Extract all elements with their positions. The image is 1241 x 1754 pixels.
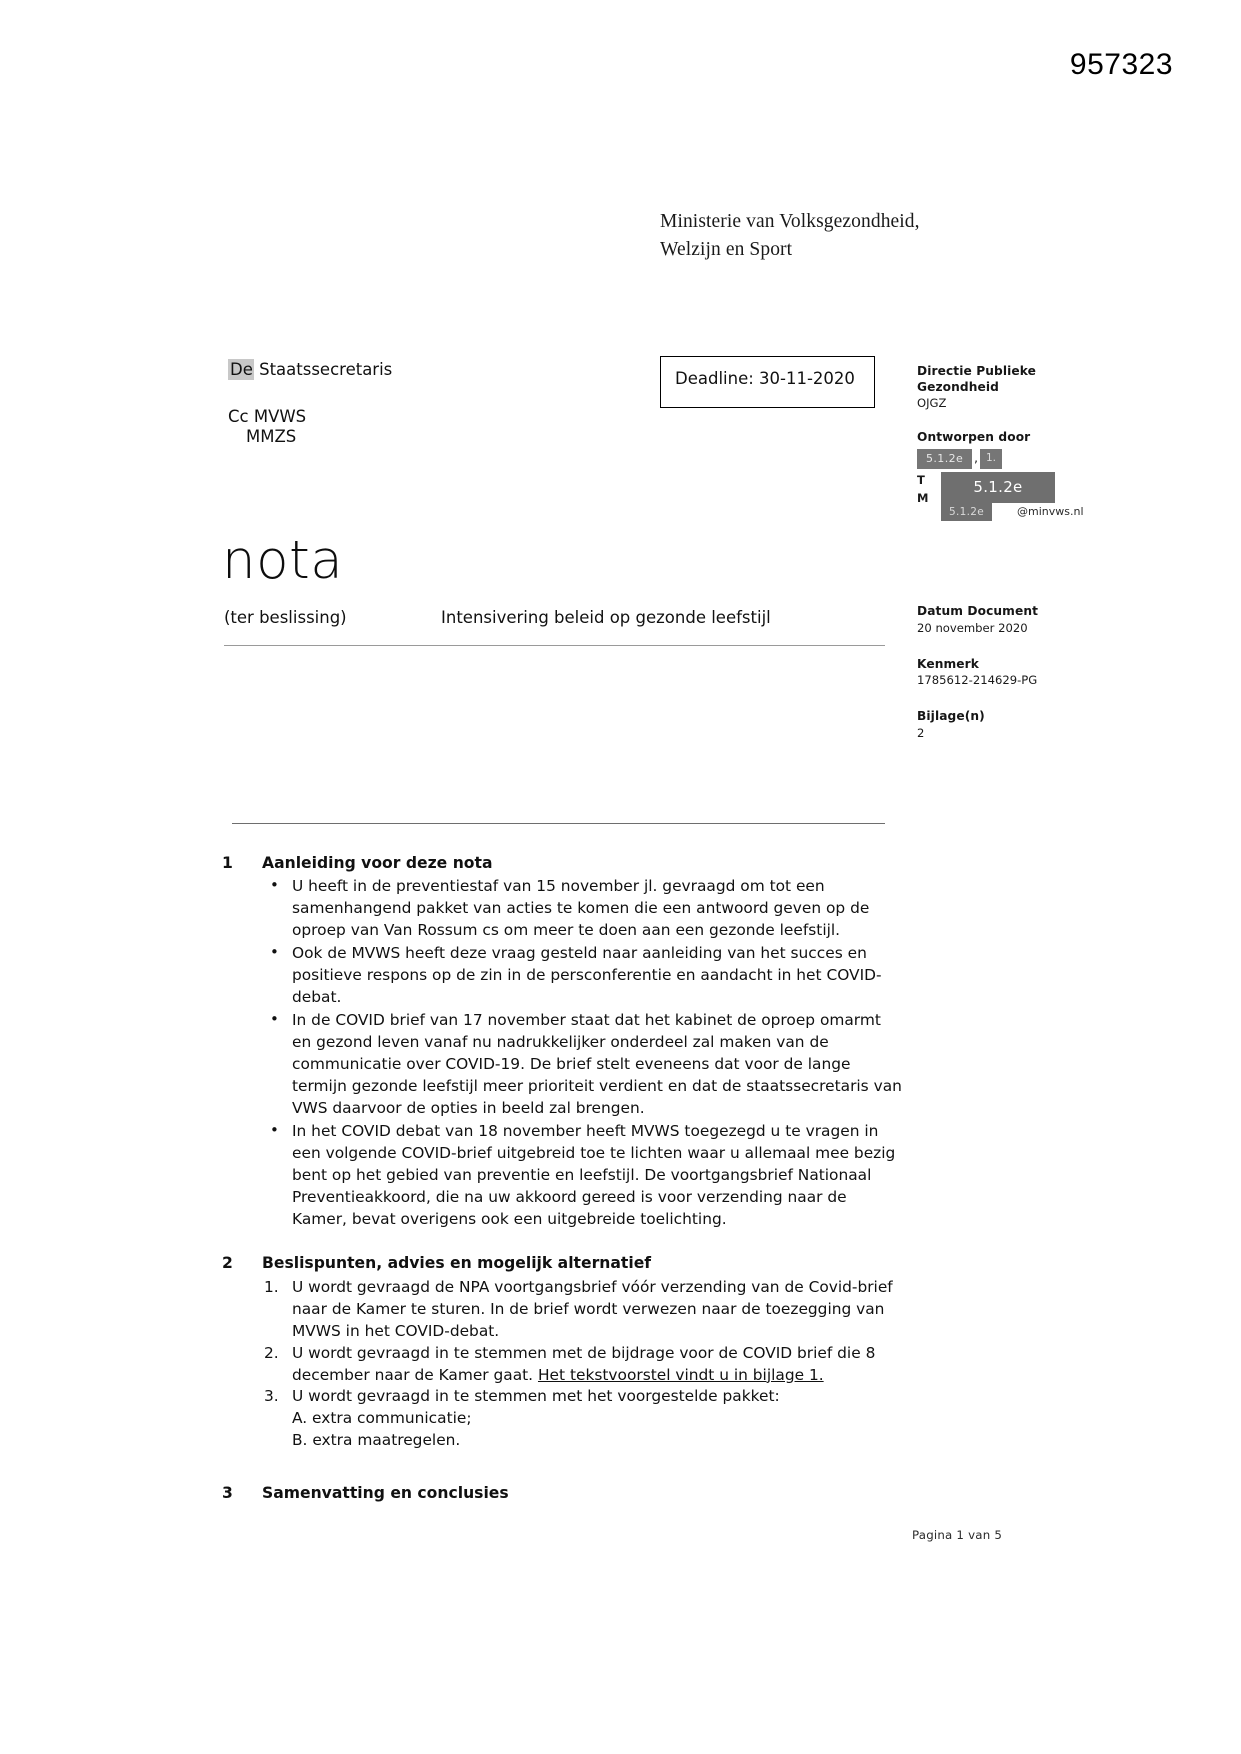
ministry-line-1: Ministerie van Volksgezondheid, [660,211,920,232]
section-number-2: 2 [222,1254,233,1273]
redaction-chip-ontworpen-1: 5.1.2e [917,449,972,469]
section-heading-1 [222,852,902,874]
document-type-label: (ter beslissing) [224,608,347,627]
deadline-text: Deadline: 30-11-2020 [675,369,855,388]
list-item: • Ook de MVWS heeft deze vraag gesteld naar aanleiding van het succes en positieve respons op de zin in de persconferentie en aandacht in het COVID-debat. [262,943,902,1009]
datum-value: 20 november 2020 [917,620,1028,635]
contact-key-mobile: M [917,490,929,505]
list-item [262,1343,902,1387]
ministry-header [660,208,920,263]
metadata-sidebar-lower [917,604,1127,741]
document-subject: Intensivering beleid op gezonde leefstijl [441,608,771,627]
document-body [222,852,902,1507]
decision-item-3-subitems [292,1408,902,1452]
section-title-2: Beslispunten, advies en mogelijk alternatief [262,1254,652,1273]
redaction-chip-ontworpen-2: 1. [980,449,1002,469]
cc-line-1: Cc MVWS [228,406,307,426]
page-identifier: 957323 [1069,48,1173,81]
directie-value: OJGZ [917,396,947,411]
content-divider [232,823,885,824]
kenmerk-label: Kenmerk [917,656,979,671]
section-number-1: 1 [222,854,233,872]
document-title: nota [222,530,344,591]
deadline-box [660,356,875,408]
subtitle-divider [224,645,885,646]
kenmerk-value: 1785612-214629-PG [917,673,1038,688]
redaction-chip-phone: 5.1.2e [941,472,1055,503]
section-title-3: Samenvatting en conclusies [262,1484,509,1503]
contact-email-domain: @minvws.nl [1017,505,1084,518]
list-item [262,1386,902,1452]
section-heading-3 [222,1482,902,1504]
decision-item-1-text: U wordt gevraagd de NPA voortgangsbrief vóór verzending van de Covid-brief naar de Kamer te sturen. In de brief wordt verwezen naar de toezegging van MVWS in het COVID-debat. [292,1277,893,1340]
recipient-line [228,362,392,379]
sub-item-a: A. extra communicatie; [292,1409,472,1428]
sub-item-b: B. extra maatregelen. [292,1431,461,1450]
page-footer: Pagina 1 van 5 [912,1528,1003,1542]
directie-label-line1: Directie Publieke [917,364,1037,378]
section-heading-2 [222,1252,902,1274]
contact-key-telephone: T [917,473,925,487]
decision-item-2-text: U wordt gevraagd in te stemmen met de bijdrage voor de COVID brief die 8 december naar de Kamer gaat. [292,1343,876,1384]
bijlage-label: Bijlage(n) [917,709,985,724]
list-item: • In het COVID debat van 18 november heeft MVWS toegezegd u te vragen in een volgende COVID-brief uitgebreid toe te lichten waar u allemaal mee bezig bent op het gebied van preventie en leefstijl. De voortgangsbrief Nationaal Preventieakkoord, die na uw akkoord gereed is voor verzending naar de Kamer, bevat overigens ook een uitgebreide toelichting. [262,1121,902,1231]
ontworpen-redaction-row [917,449,1127,469]
recipient-highlight: De [230,360,253,379]
datum-label: Datum Document [917,604,1039,618]
decision-item-3-text: U wordt gevraagd in te stemmen met het voorgestelde pakket: [292,1387,780,1406]
bijlage-value: 2 [917,725,925,740]
list-item [262,1277,902,1343]
section-title-1: Aanleiding voor deze nota [262,854,493,872]
metadata-sidebar [917,364,1127,469]
addressee-block [228,362,392,446]
redaction-chip-mobile: 5.1.2e [941,503,992,521]
section-number-3: 3 [222,1484,233,1503]
ministry-line-2: Welzijn en Sport [660,238,793,260]
section-2-items [222,1277,902,1453]
section-1-bullets [222,876,902,1230]
cc-line-2: MMZS [246,427,297,446]
recipient-role: Staatssecretaris [253,360,393,379]
decision-item-2-underlined: Het tekstvoorstel vindt u in bijlage 1. [537,1365,824,1384]
ontworpen-separator: , [974,451,978,466]
list-item: • U heeft in de preventiestaf van 15 november jl. gevraagd om tot een samenhangend pakket van acties te komen die een antwoord geven op de oproep van Van Rossum cs om meer te doen aan een gezonde leefstijl. [262,876,902,942]
contact-keys [917,472,928,508]
ontworpen-label: Ontworpen door [917,430,1031,445]
directie-label-line2: Gezondheid [917,379,999,394]
list-item: • In de COVID brief van 17 november staat dat het kabinet de oproep omarmt en gezond leven vanaf nu nadrukkelijker onderdeel zal maken van de communicatie over COVID-19. De brief stelt eveneens dat voor de lange termijn gezonde leefstijl meer prioriteit verdient en dat de staatssecretaris van VWS daarvoor de opties in beeld zal brengen. [262,1010,902,1120]
